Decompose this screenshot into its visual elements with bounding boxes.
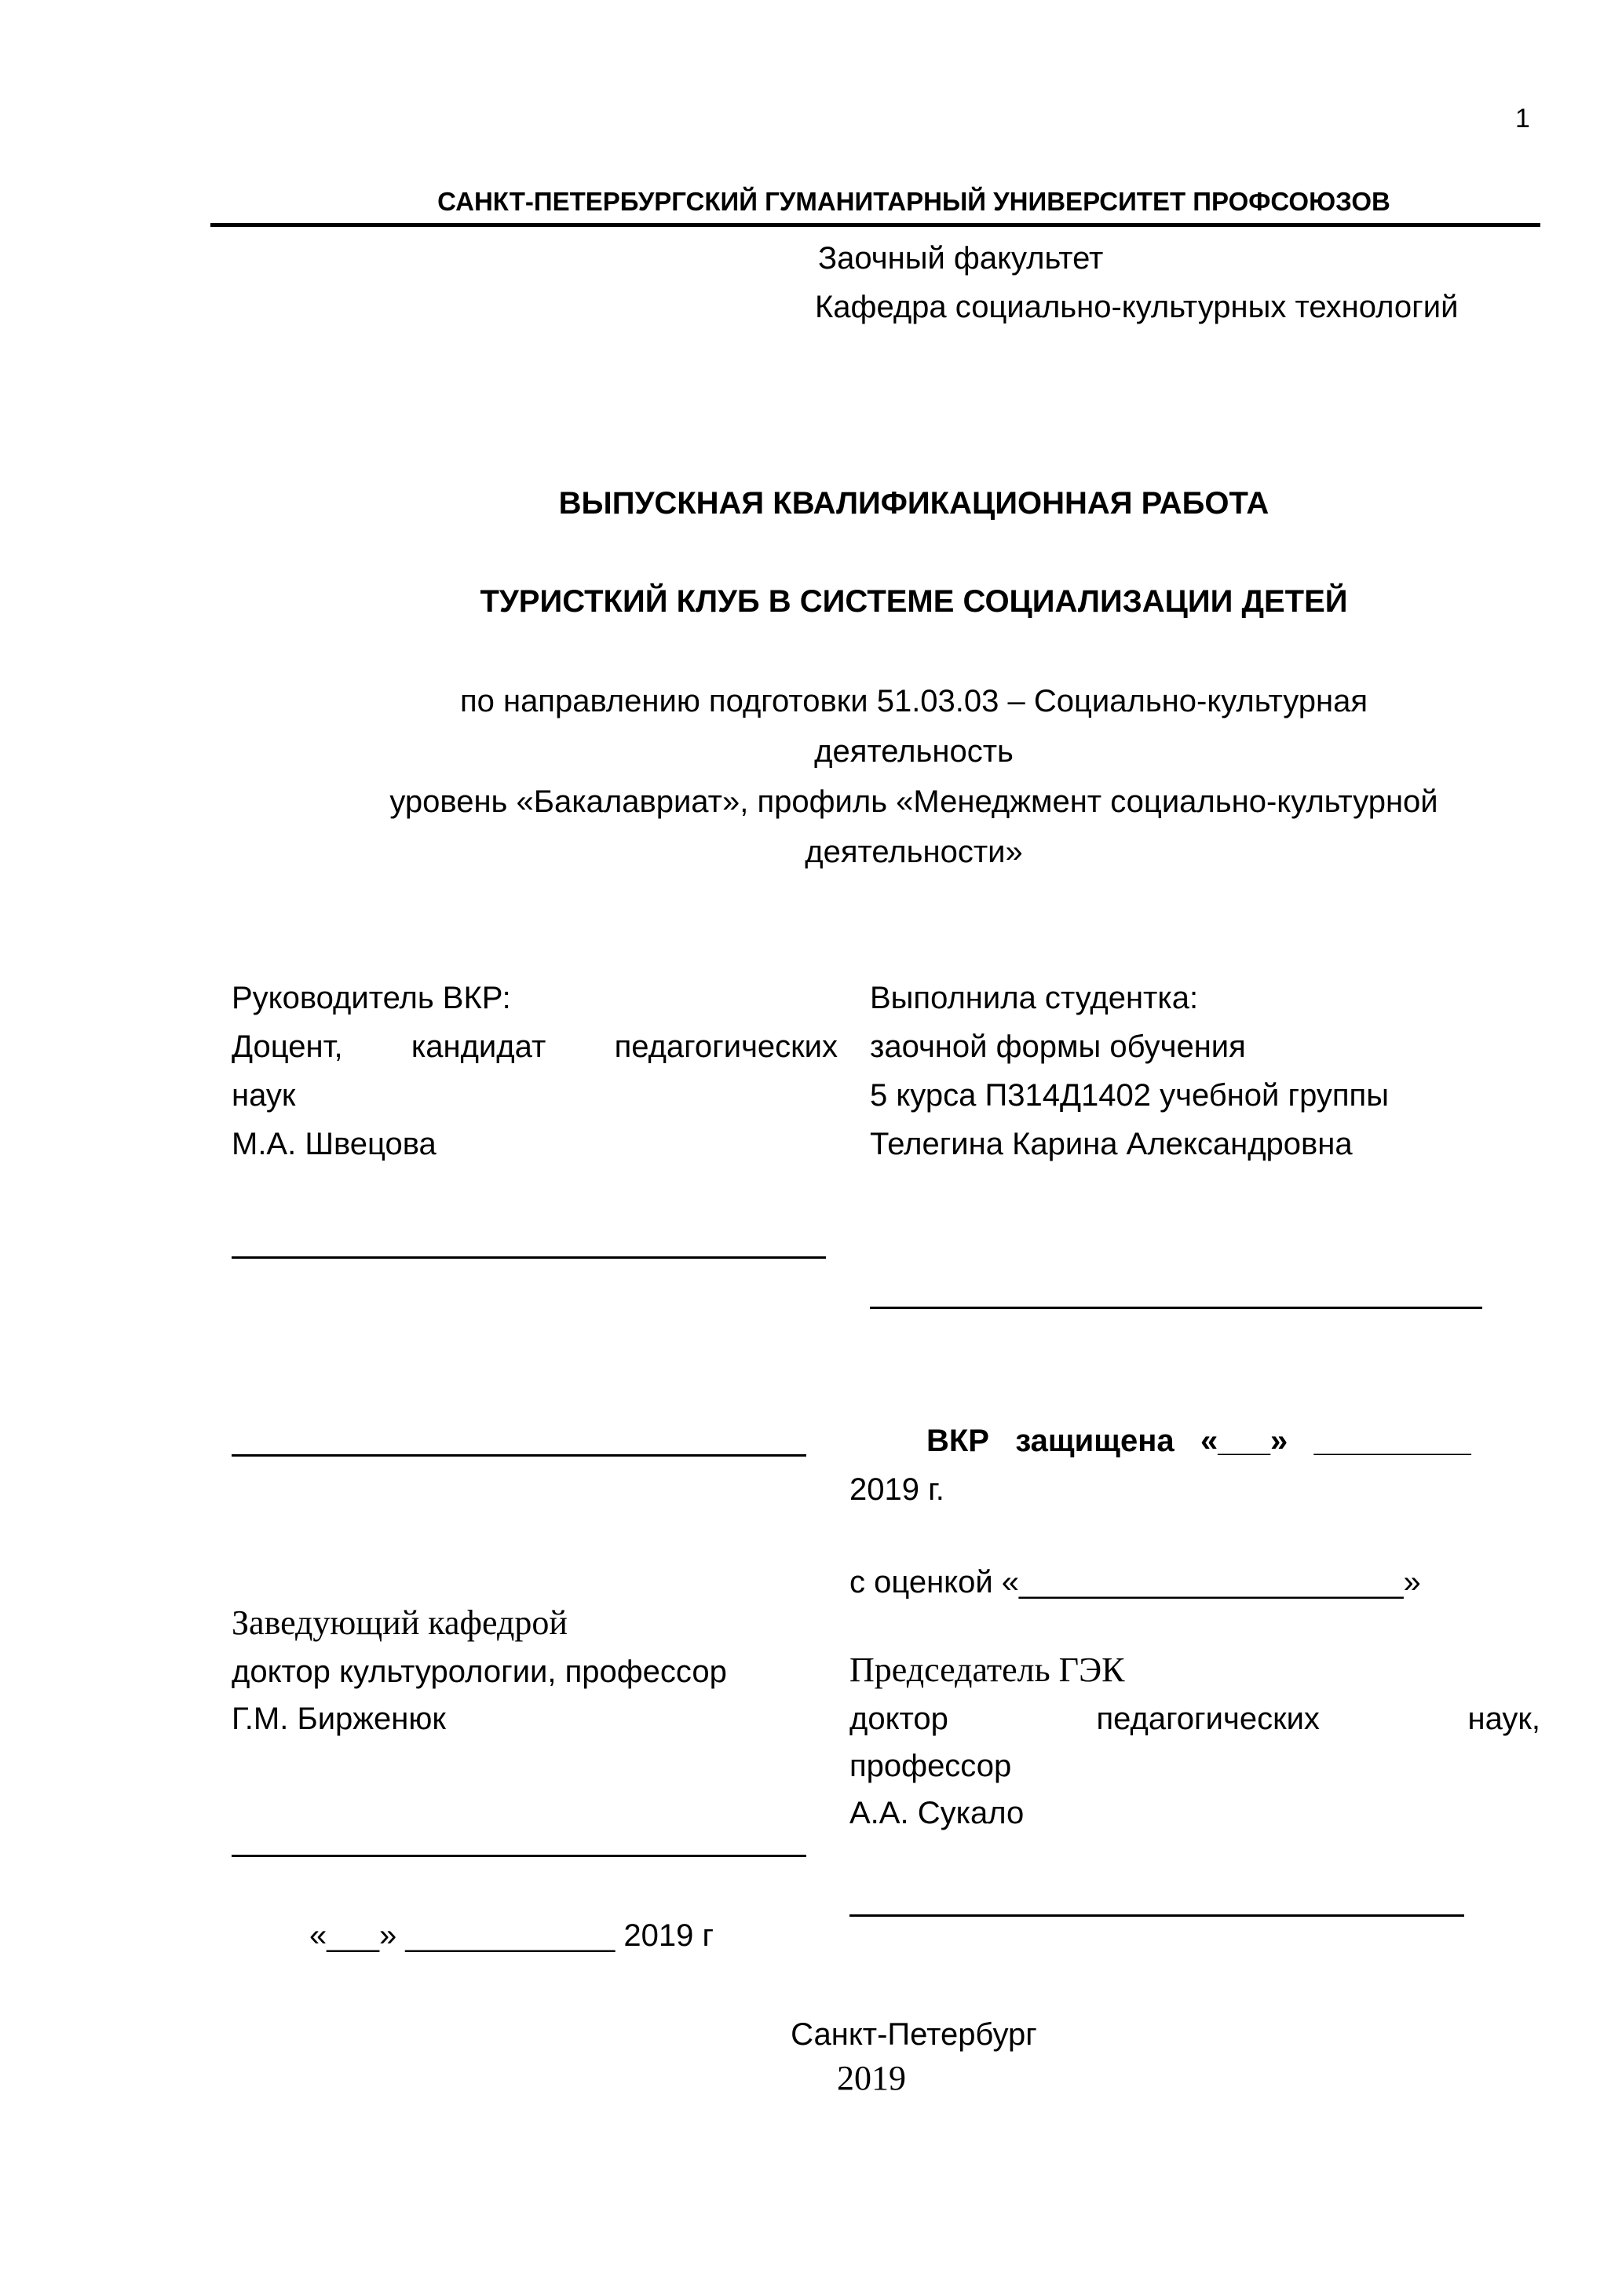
department: Кафедра социально-культурных технологий [815,290,1459,324]
year: 2019 [837,2059,906,2097]
supervisor-position-2: наук [232,1078,296,1113]
student-group: 5 курса П314Д1402 учебной группы [870,1078,1389,1113]
work-type: ВЫПУСКНАЯ КВАЛИФИКАЦИОННАЯ РАБОТА [558,486,1269,521]
supervisor-signature-line [232,1256,826,1259]
chairman-position: доктор педагогических наук, [849,1702,1540,1736]
level-line-2: деятельности» [805,835,1023,869]
faculty: Заочный факультет [818,241,1104,276]
chairman-name: А.А. Сукало [849,1796,1025,1830]
supervisor-label: Руководитель ВКР: [232,981,511,1015]
chairman-signature-line [849,1914,1464,1917]
level-line-1: уровень «Бакалавриат», профиль «Менеджмент социально-культурной [389,784,1438,819]
supervisor-name: М.А. Швецова [232,1127,437,1161]
direction-line-2: деятельность [814,734,1014,769]
chairman-position-2: профессор [849,1749,1012,1783]
defense-year: 2019 г. [849,1472,944,1507]
header-rule [210,223,1540,227]
chairman-label: Председатель ГЭК [849,1651,1125,1689]
supervisor-position: Доцент, кандидат педагогических [232,1029,838,1064]
thesis-topic: ТУРИСТКИЙ КЛУБ В СИСТЕМЕ СОЦИАЛИЗАЦИИ ДЕТЕЙ [480,584,1348,619]
head-label: Заведующий кафедрой [232,1603,568,1642]
head-date-line: «___» ____________ 2019 г [309,1918,714,1953]
head-position: доктор культурологии, профессор [232,1654,727,1689]
student-name: Телегина Карина Александровна [870,1127,1353,1161]
student-signature-line [870,1307,1482,1309]
page-number: 1 [1515,104,1530,133]
head-signature-line [232,1855,806,1857]
defense-grade: с оценкой «______________________» [849,1565,1421,1600]
defense-date: ВКР защищена «___» _________ [926,1424,1471,1458]
signature-line [232,1454,806,1457]
city: Санкт-Петербург [791,2017,1037,2052]
direction-line-1: по направлению подготовки 51.03.03 – Социально-культурная [459,684,1368,718]
student-form: заочной формы обучения [870,1029,1246,1064]
university-name: САНКТ-ПЕТЕРБУРГСКИЙ ГУМАНИТАРНЫЙ УНИВЕРСИТЕТ ПРОФСОЮЗОВ [437,187,1390,216]
head-name: Г.М. Бирженюк [232,1702,446,1736]
student-label: Выполнила студентка: [870,981,1199,1015]
